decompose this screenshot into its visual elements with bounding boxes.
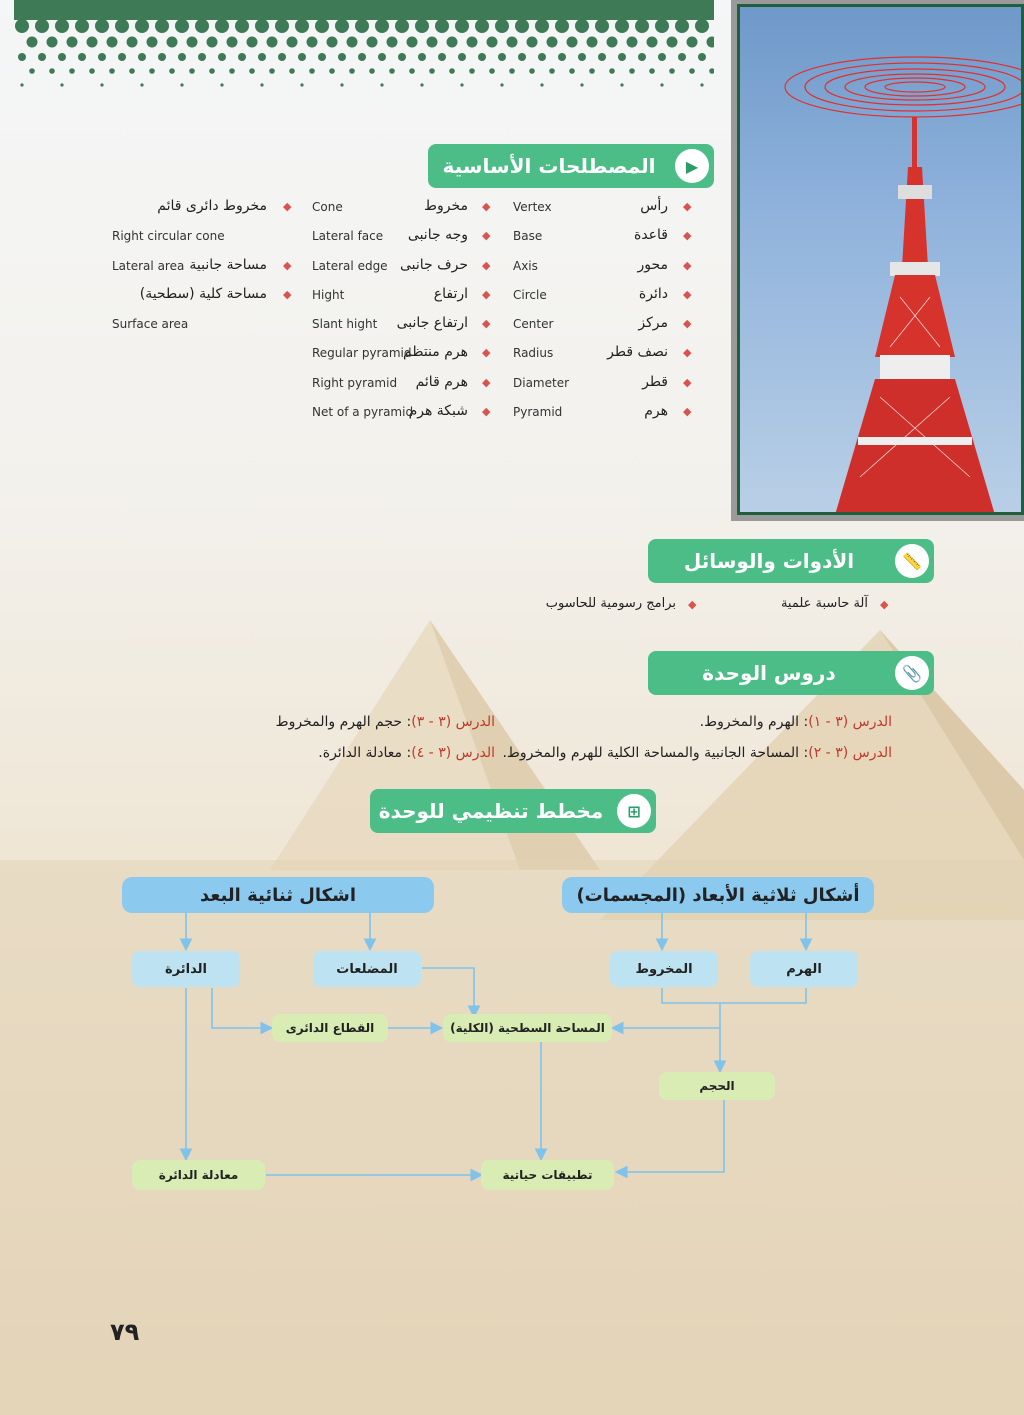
node-cone: المخروط (610, 951, 718, 987)
bullet-icon: ◆ (880, 598, 889, 611)
paperclip-icon: 📎 (893, 654, 931, 692)
term-ar: شبكة هرم (408, 403, 468, 419)
lesson-text: : معادلة الدائرة. (318, 745, 412, 761)
bullet-icon: ◆ (683, 259, 692, 272)
term-ar: محور (637, 257, 668, 273)
term-ar: قاعدة (634, 227, 668, 243)
term-en: Lateral face (312, 229, 384, 243)
bullet-icon: ◆ (283, 200, 292, 213)
bullet-icon: ◆ (482, 376, 491, 389)
lessons-title: دروس الوحدة (702, 661, 836, 685)
bullet-icon: ◆ (283, 288, 292, 301)
term-en: Lateral area (112, 259, 185, 273)
chart-title: مخطط تنظيمي للوحدة (378, 799, 604, 823)
term-en: Axis (513, 259, 538, 273)
bullet-icon: ◆ (482, 317, 491, 330)
term-en: Right pyramid (312, 376, 398, 390)
bullet-icon: ◆ (688, 598, 697, 611)
term-ar: هرم قائم (415, 374, 468, 390)
term-en: Cone (312, 200, 343, 214)
bullet-icon: ◆ (482, 229, 491, 242)
node-circle: الدائرة (132, 951, 240, 987)
term-ar: مساحة جانبية (189, 257, 267, 273)
term-en: Diameter (513, 376, 570, 390)
term-en: Slant hight (312, 317, 378, 331)
term-en: Surface area (112, 317, 189, 331)
hierarchy-icon: ⊞ (615, 792, 653, 830)
bullet-icon: ◆ (683, 229, 692, 242)
bullet-icon: ◆ (683, 200, 692, 213)
node-volume: الحجم (659, 1072, 775, 1100)
lesson-number: الدرس (٣ - ٢) (808, 745, 892, 761)
term-en: Net of a pyramid (312, 405, 414, 419)
play-icon: ▶ (673, 147, 711, 185)
term-ar: ارتفاع جانبى (396, 315, 468, 331)
term-ar: مركز (638, 315, 668, 331)
term-ar: هرم (644, 403, 668, 419)
term-en: Right circular cone (112, 229, 225, 243)
header-3d-shapes: أشكال ثلاثية الأبعاد (المجسمات) (562, 877, 874, 913)
tool-item: آلة حاسبة علمية (780, 596, 868, 611)
page-number: ٧٩ (110, 1318, 140, 1346)
terms-title: المصطلحات الأساسية (442, 154, 656, 178)
term-en: Regular pyramid (312, 346, 412, 360)
node-circular-sector: القطاع الدائرى (272, 1014, 388, 1042)
term-ar: ارتفاع (433, 286, 468, 302)
node-applications: تطبيقات حياتية (481, 1160, 614, 1190)
tools-title: الأدوات والوسائل (683, 549, 855, 573)
term-ar: وجه جانبى (407, 227, 468, 243)
bullet-icon: ◆ (482, 346, 491, 359)
term-ar: هرم منتظم (403, 344, 468, 360)
term-en: Radius (513, 346, 554, 360)
term-en: Base (513, 229, 543, 243)
node-polygons: المضلعات (313, 951, 421, 987)
lesson-number: الدرس (٣ - ٣) (411, 714, 495, 730)
node-circle-equation: معادلة الدائرة (132, 1160, 265, 1190)
bullet-icon: ◆ (683, 376, 692, 389)
lesson-text: : الهرم والمخروط. (699, 714, 809, 730)
term-ar: حرف جانبى (399, 257, 468, 273)
lesson-number: الدرس (٣ - ١) (808, 714, 892, 730)
term-en: Lateral edge (312, 259, 388, 273)
term-ar: قطر (642, 374, 668, 390)
lesson-text: : حجم الهرم والمخروط (275, 714, 412, 730)
term-en: Hight (312, 288, 345, 302)
bullet-icon: ◆ (683, 288, 692, 301)
bullet-icon: ◆ (482, 405, 491, 418)
lesson-number: الدرس (٣ - ٤) (411, 745, 495, 761)
term-ar: نصف قطر (607, 344, 668, 360)
term-ar: رأس (640, 198, 668, 214)
bullet-icon: ◆ (283, 259, 292, 272)
bullet-icon: ◆ (482, 288, 491, 301)
lesson-text: : المساحة الجانبية والمساحة الكلية للهرم والمخروط. (502, 745, 809, 761)
bullet-icon: ◆ (482, 259, 491, 272)
bullet-icon: ◆ (683, 405, 692, 418)
term-ar: دائرة (638, 286, 668, 302)
term-en: Vertex (513, 200, 552, 214)
term-ar: مخروط دائرى قائم (157, 198, 267, 214)
term-ar: مساحة كلية (سطحية) (139, 286, 267, 302)
tool-item: برامج رسومية للحاسوب (545, 596, 676, 611)
node-surface-area: المساحة السطحية (الكلية) (443, 1014, 612, 1042)
term-en: Center (513, 317, 554, 331)
bullet-icon: ◆ (482, 200, 491, 213)
node-pyramid: الهرم (750, 951, 858, 987)
header-2d-shapes: اشكال ثنائية البعد (122, 877, 434, 913)
bullet-icon: ◆ (683, 317, 692, 330)
term-ar: مخروط (424, 198, 468, 214)
bullet-icon: ◆ (683, 346, 692, 359)
term-en: Circle (513, 288, 547, 302)
term-en: Pyramid (513, 405, 563, 419)
ruler-icon: 📏 (893, 542, 931, 580)
